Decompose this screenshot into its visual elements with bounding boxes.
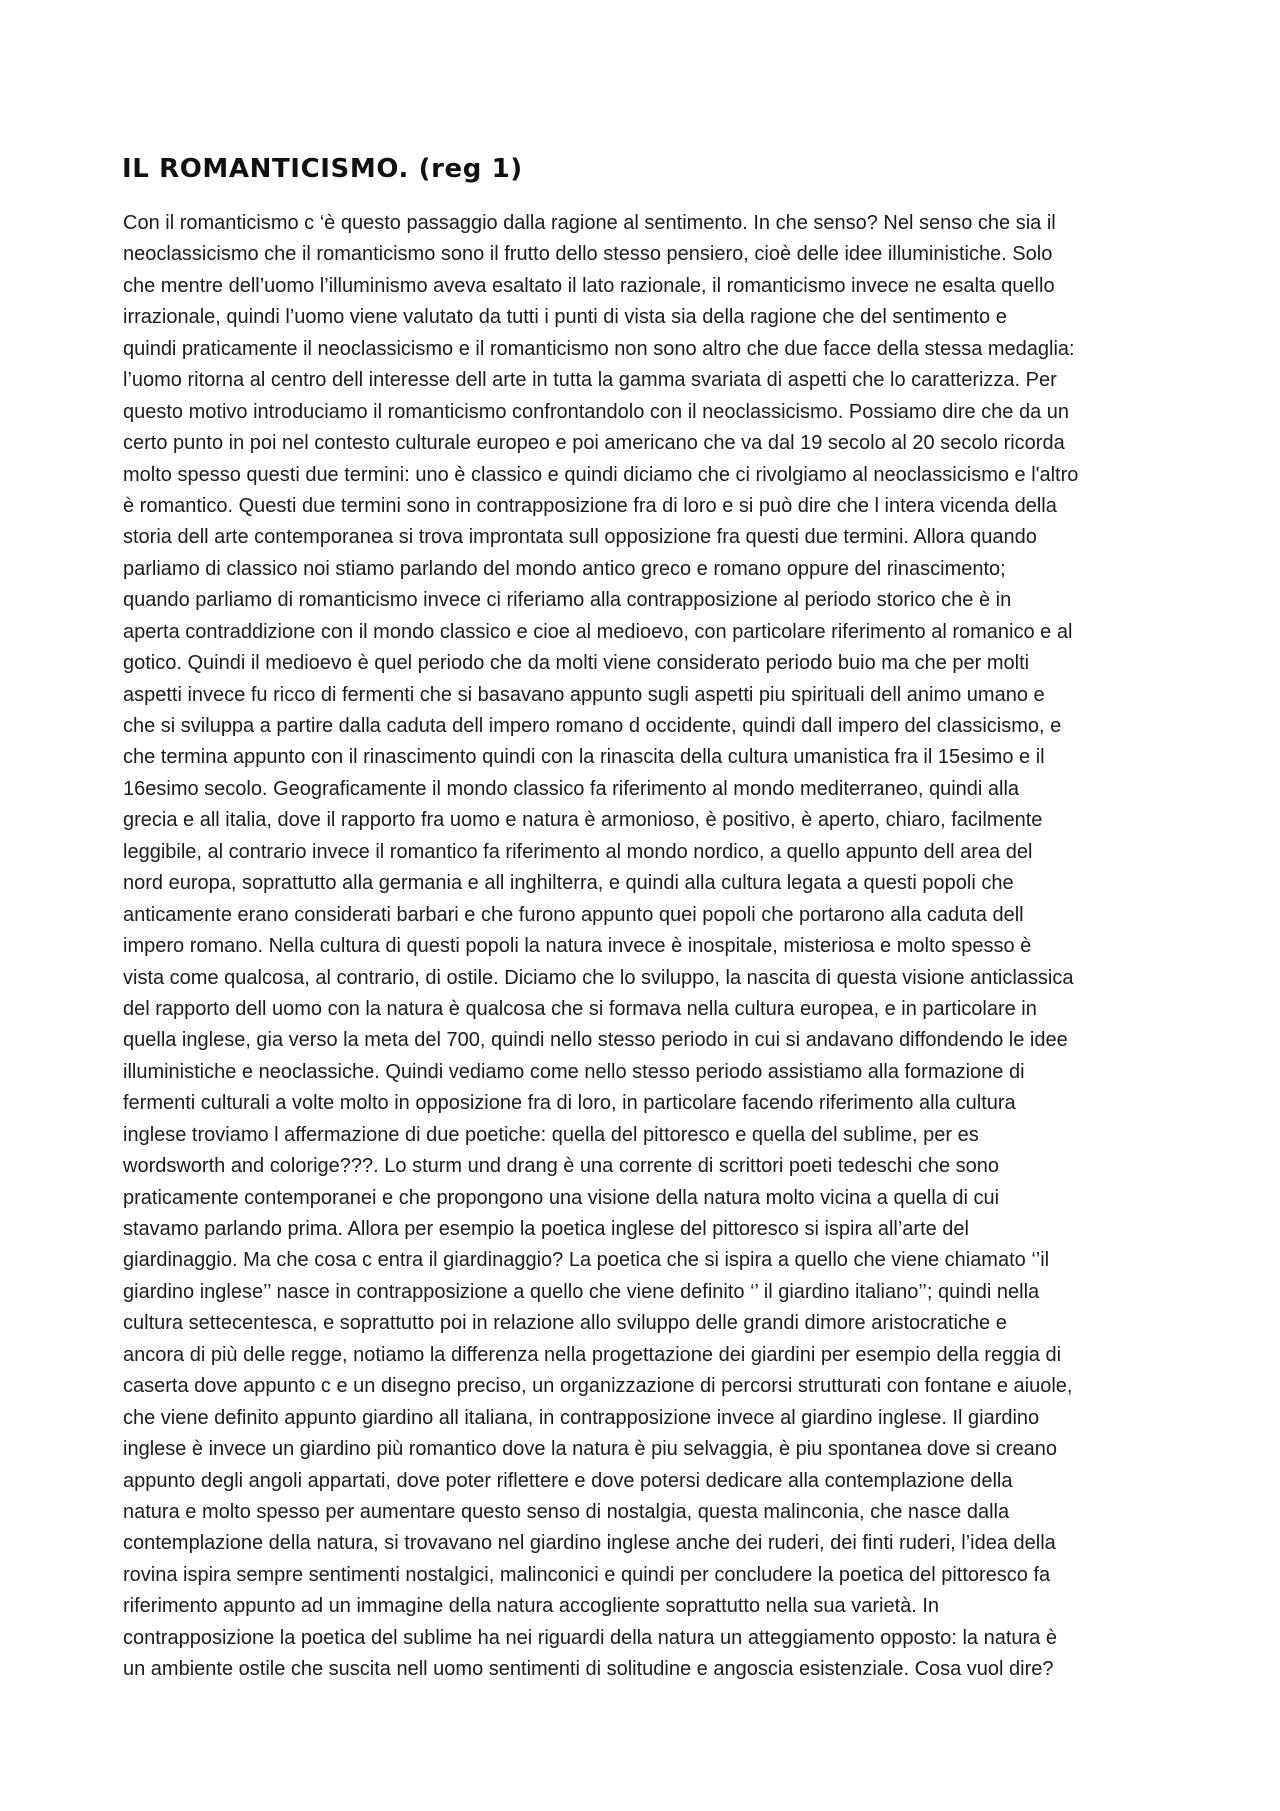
text-line: wordsworth and colorige???. Lo sturm und drang è una corrente di scrittori poeti tedeschi che sono <box>123 1155 1000 1178</box>
text-line: vista come qualcosa, al contrario, di ostile. Diciamo che lo sviluppo, la nascita di questa visione anticlassica <box>123 966 1074 989</box>
text-line: che si sviluppa a partire dalla caduta dell impero romano d occidente, quindi dall impero del classicismo, e <box>123 715 1062 737</box>
text-line: Con il romanticismo c ‘è questo passaggio dalla ragione al sentimento. In che senso? Nel senso che sia il <box>123 212 1056 234</box>
text-line: inglese troviamo l affermazione di due poetiche: quella del pittoresco e quella del sublime, per es <box>123 1123 979 1146</box>
text-line: praticamente contemporanei e che propongono una visione della natura molto vicina a quella di cui <box>123 1186 1000 1209</box>
text-line: del rapporto dell uomo con la natura è qualcosa che si formava nella cultura europea, e in particolare in <box>123 997 1037 1020</box>
text-line: natura e molto spesso per aumentare questo senso di nostalgia, questa malinconia, che nasce dalla <box>123 1500 1010 1523</box>
text-line: grecia e all italia, dove il rapporto fra uomo e natura è armonioso, è positivo, è aperto, chiaro, facilmente <box>123 809 1043 832</box>
text-line: storia dell arte contemporanea si trova improntata sull opposizione fra questi due termini. Allora quando <box>123 526 1037 549</box>
text-line: che viene definito appunto giardino all italiana, in contrapposizione invece al giardino inglese. Il giardino <box>123 1406 1040 1429</box>
text-line: un ambiente ostile che suscita nell uomo sentimenti di solitudine e angoscia esistenziale. Cosa vuol dire? <box>123 1658 1054 1681</box>
text-line: nord europa, soprattutto alla germania e all inghilterra, e quindi alla cultura legata a questi popoli che <box>123 872 1014 895</box>
text-line: caserta dove appunto c e un disegno preciso, un organizzazione di percorsi strutturati con fontane e aiuole, <box>123 1375 1073 1398</box>
text-line: contemplazione della natura, si trovavano nel giardino inglese anche dei ruderi, dei finti ruderi, l’idea della <box>123 1532 1056 1555</box>
text-line: leggibile, al contrario invece il romantico fa riferimento al mondo nordico, a quello appunto dell area del <box>123 840 1033 863</box>
text-line: che mentre dell’uomo l’illuminismo aveva esaltato il lato razionale, il romanticismo invece ne esalta quello <box>123 274 1055 297</box>
page-title: IL ROMANTICISMO. (reg 1) <box>122 154 523 184</box>
text-line: che termina appunto con il rinascimento quindi con la rinascita della cultura umanistica fra il 15esimo e il <box>123 746 1045 769</box>
text-line: ancora di più delle regge, notiamo la differenza nella progettazione dei giardini per esempio della reggia di <box>123 1343 1062 1366</box>
text-line: gotico. Quindi il medioevo è quel periodo che da molti viene considerato periodo buio ma che per molti <box>123 652 1030 675</box>
text-line: certo punto in poi nel contesto culturale europeo e poi americano che va dal 19 secolo al 20 secolo ricorda <box>123 432 1065 455</box>
text-line: appunto degli angoli appartati, dove poter riflettere e dove potersi dedicare alla contemplazione della <box>123 1469 1013 1492</box>
text-line: contrapposizione la poetica del sublime ha nei riguardi della natura un atteggiamento opposto: la natura è <box>123 1626 1057 1649</box>
text-line: giardinaggio. Ma che cosa c entra il giardinaggio? La poetica che si ispira a quello che viene chiamato ‘’il <box>123 1249 1050 1272</box>
text-line: quella inglese, gia verso la meta del 700, quindi nello stesso periodo in cui si andavano diffondendo le idee <box>123 1029 1068 1052</box>
text-line: neoclassicismo che il romanticismo sono il frutto dello stesso pensiero, cioè delle idee illuministiche. Solo <box>123 243 1053 266</box>
text-line: riferimento appunto ad un immagine della natura accogliente soprattutto nella sua varietà. In <box>123 1595 940 1618</box>
text-line: è romantico. Questi due termini sono in contrapposizione fra di loro e si può dire che l intera vicenda della <box>123 494 1057 517</box>
text-line: anticamente erano considerati barbari e che furono appunto quei popoli che portarono alla caduta dell <box>123 903 1024 926</box>
text-line: rovina ispira sempre sentimenti nostalgici, malinconici e quindi per concludere la poetica del pittoresco fa <box>123 1563 1051 1586</box>
text-line: impero romano. Nella cultura di questi popoli la natura invece è inospitale, misteriosa e molto spesso è <box>123 935 1032 958</box>
text-line: 16esimo secolo. Geograficamente il mondo classico fa riferimento al mondo mediterraneo, quindi alla <box>123 777 1020 800</box>
text-line: inglese è invece un giardino più romantico dove la natura è piu selvaggia, è piu spontanea dove si creano <box>123 1438 1057 1461</box>
text-line: cultura settecentesca, e soprattutto poi in relazione allo sviluppo delle grandi dimore aristocratiche e <box>123 1312 1007 1335</box>
body-paragraph <box>123 208 1183 1686</box>
text-line: irrazionale, quindi l’uomo viene valutato da tutti i punti di vista sia della ragione che del sentimento e <box>123 306 1007 329</box>
text-line: questo motivo introduciamo il romanticismo confrontandolo con il neoclassicismo. Possiamo dire che da un <box>123 400 1070 423</box>
text-line: l’uomo ritorna al centro dell interesse dell arte in tutta la gamma svariata di aspetti che lo caratterizza. Per <box>123 369 1057 392</box>
text-line: quindi praticamente il neoclassicismo e il romanticismo non sono altro che due facce della stessa medaglia: <box>123 337 1075 360</box>
text-line: stavamo parlando prima. Allora per esempio la poetica inglese del pittoresco si ispira all’arte del <box>123 1218 969 1240</box>
text-line: quando parliamo di romanticismo invece ci riferiamo alla contrapposizione al periodo storico che è in <box>123 589 1012 612</box>
text-line: aspetti invece fu ricco di fermenti che si basavano appunto sugli aspetti piu spirituali dell animo umano e <box>123 683 1045 706</box>
text-line: aperta contraddizione con il mondo classico e cioe al medioevo, con particolare riferimento al romanico e al <box>123 620 1073 643</box>
text-line: illuministiche e neoclassiche. Quindi vediamo come nello stesso periodo assistiamo alla formazione di <box>123 1060 1025 1083</box>
text-line: giardino inglese’’ nasce in contrapposizione a quello che viene definito ‘’ il giardino italiano’’; quindi nella <box>123 1280 1040 1303</box>
text-line: fermenti culturali a volte molto in opposizione fra di loro, in particolare facendo riferimento alla cultura <box>123 1092 1016 1115</box>
text-line: parliamo di classico noi stiamo parlando del mondo antico greco e romano oppure del rinascimento; <box>123 557 1006 580</box>
text-line: molto spesso questi due termini: uno è classico e quindi diciamo che ci rivolgiamo al neoclassicismo e l'altro <box>123 463 1079 486</box>
